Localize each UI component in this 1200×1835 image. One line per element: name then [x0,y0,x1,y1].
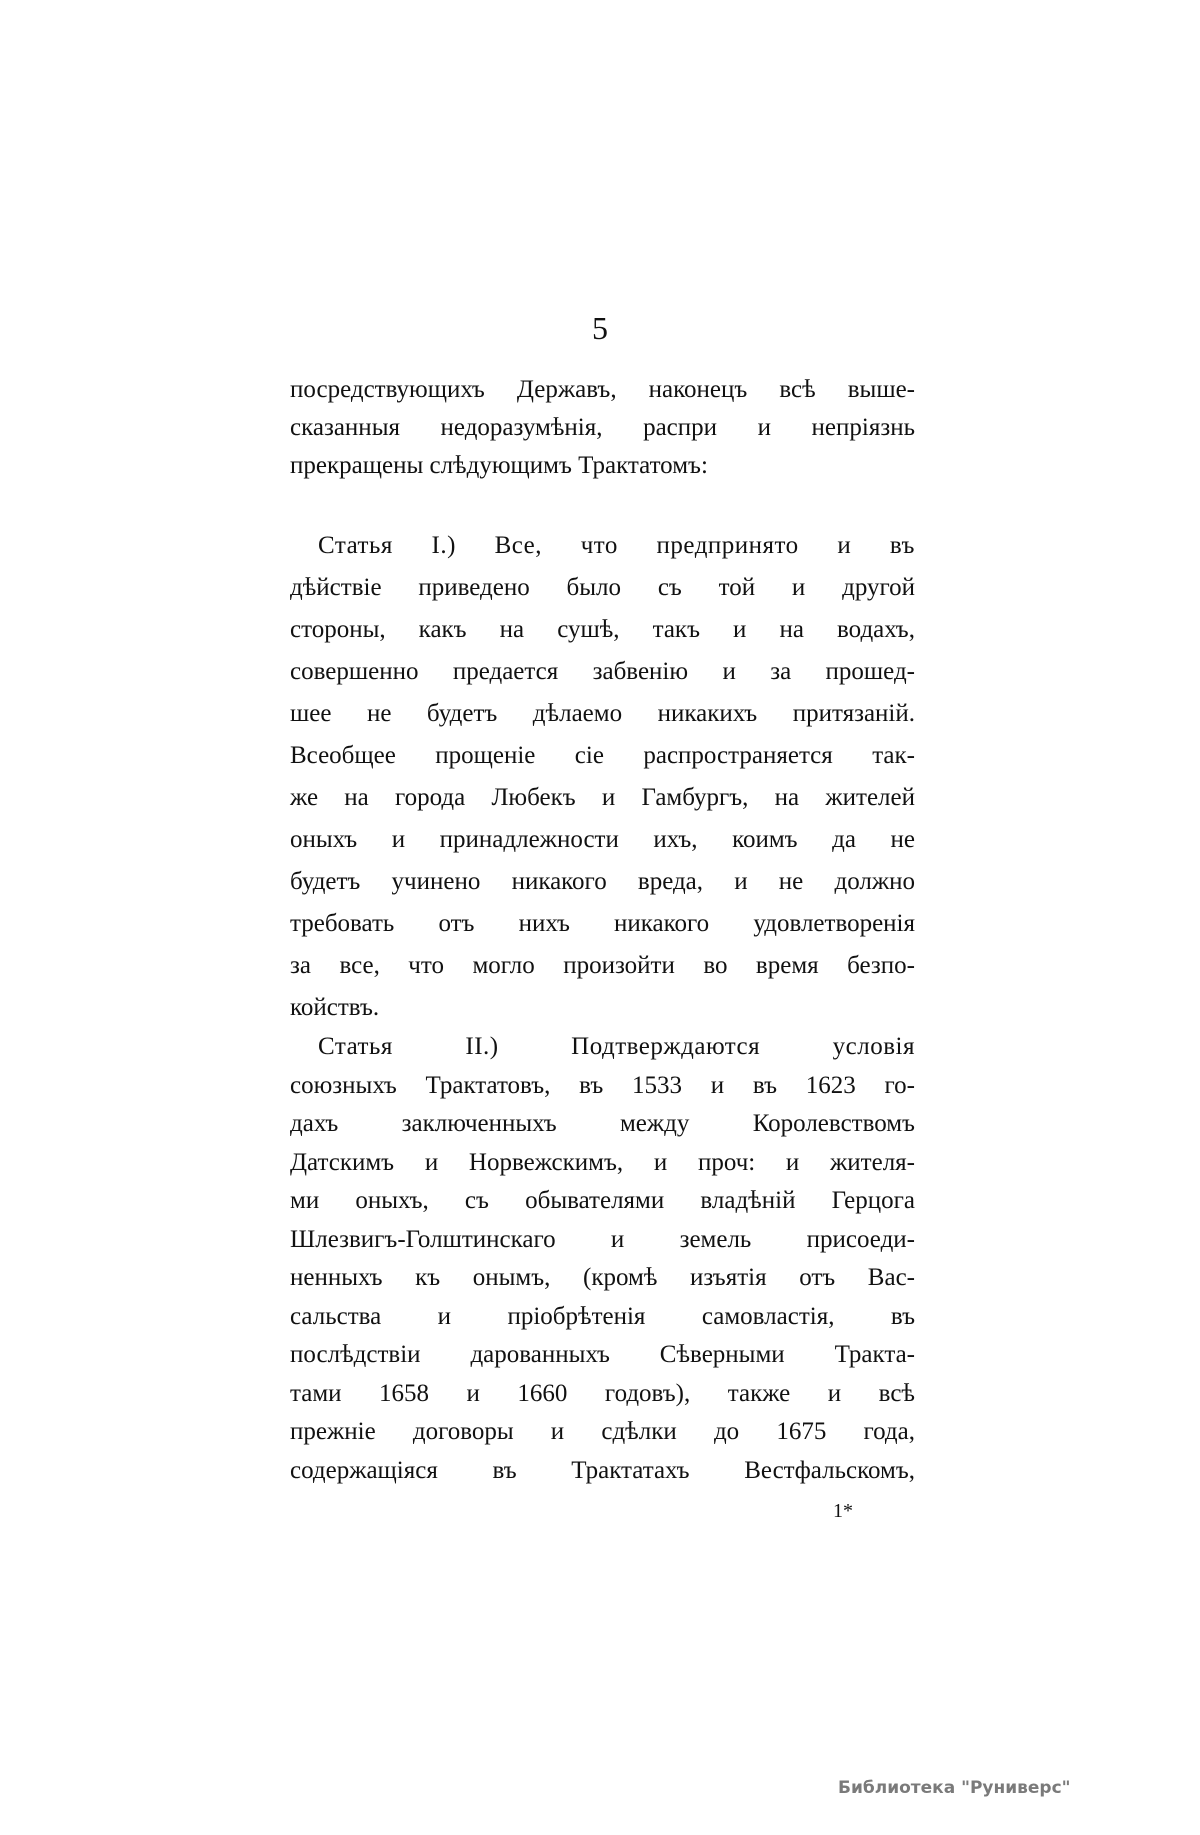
paragraph-article-1 [290,525,915,1029]
text-line: требовать отъ нихъ никакого удовлетворенія [290,910,915,937]
text-line: Статья II.) Подтверждаются условія [318,1033,915,1060]
text-line: Всеобщее прощеніе сіе распространяется так- [290,742,915,769]
text-line: ненныхъ къ онымъ, (кромѣ изъятія отъ Вас- [290,1264,915,1291]
paragraph-article-2 [290,1028,915,1490]
text-line: же на города Любекъ и Гамбургъ, на жителей [290,784,915,811]
text-line: сказанныя недоразумѣнія, распри и непріязнь [290,414,915,441]
text-line: койствъ. [290,994,380,1021]
paragraph-intro [290,371,915,485]
text-line: оныхъ и принадлежности ихъ, коимъ да не [290,826,915,853]
text-line: будетъ учинено никакого вреда, и не должно [290,868,915,895]
text-line: совершенно предается забвенію и за прошед- [290,658,915,685]
page-number: 5 [592,310,608,346]
text-line: прекращены слѣдующимъ Трактатомъ: [290,452,708,479]
text-line: тами 1658 и 1660 годовъ), также и всѣ [290,1379,915,1407]
watermark: Библиотека "Руниверс" [838,1778,1071,1798]
text-line: союзныхъ Трактатовъ, въ 1533 и въ 1623 го- [290,1071,915,1099]
text-line: прежніе договоры и сдѣлки до 1675 года, [290,1418,915,1445]
text-line: Статья I.) Все, что предпринято и въ [318,532,915,559]
text-line: сальства и пріобрѣтенія самовластія, въ [290,1302,915,1330]
text-line: шее не будетъ дѣлаемо никакихъ притязаній. [290,700,915,727]
text-line: за все, что могло произойти во время безпо- [290,952,915,979]
text-line: посредствующихъ Державъ, наконецъ всѣ выше- [290,376,915,403]
signature-mark: 1* [833,1500,853,1522]
text-line: содержащіяся въ Трактатахъ Вестфальскомъ, [290,1456,915,1484]
text-line: послѣдствіи дарованныхъ Сѣверными Тракта- [290,1341,915,1368]
text-line: дахъ заключенныхъ между Королевствомъ [290,1110,915,1137]
text-line: Датскимъ и Норвежскимъ, и проч: и жителя- [290,1148,915,1176]
text-line: ми оныхъ, съ обывателями владѣній Герцога [290,1187,915,1214]
text-line: стороны, какъ на сушѣ, такъ и на водахъ, [290,616,915,643]
text-line: дѣйствіе приведено было съ той и другой [290,574,915,601]
text-line: Шлезвигъ-Голштинскаго и земель присоеди- [290,1225,915,1253]
